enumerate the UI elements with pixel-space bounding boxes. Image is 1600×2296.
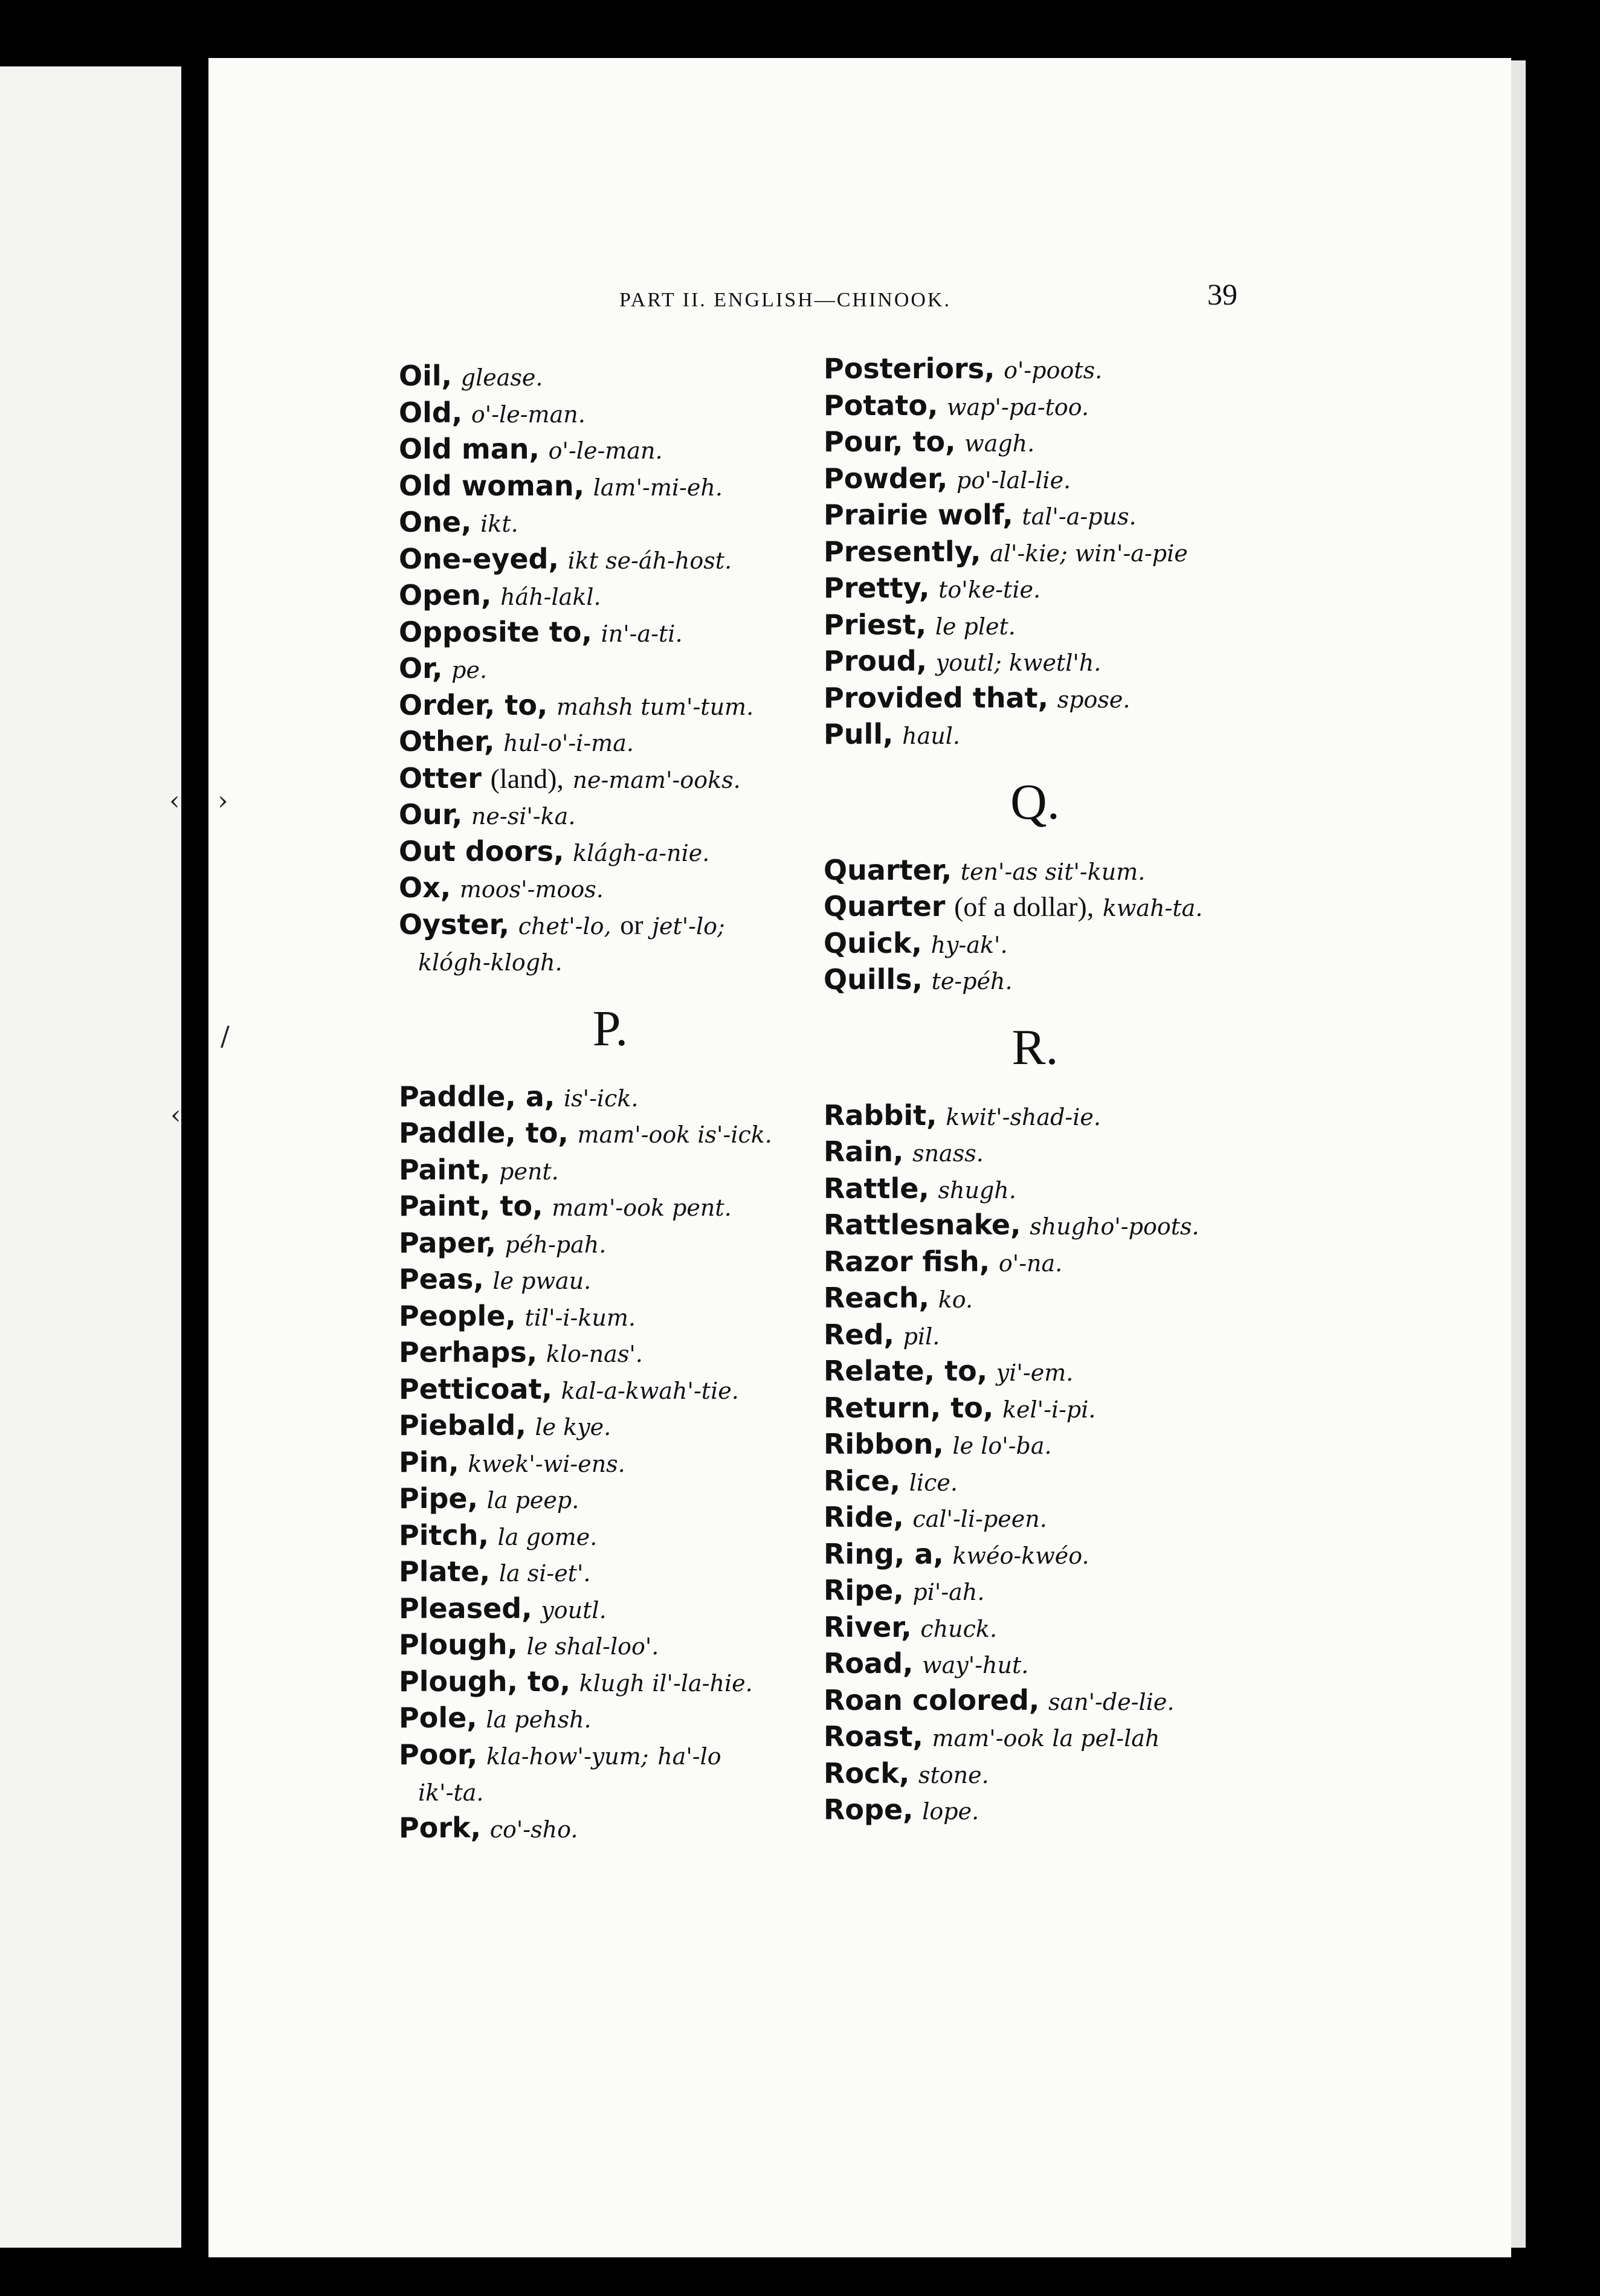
page-number: 39 <box>1207 277 1237 311</box>
english-headword: Old man, <box>399 433 540 465</box>
dictionary-entry <box>399 869 822 906</box>
margin-mark: › <box>218 785 228 816</box>
english-headword: Return, to, <box>824 1391 994 1424</box>
english-headword: Old woman, <box>399 469 585 502</box>
dictionary-entry <box>824 570 1247 607</box>
english-headword: Poor, <box>399 1738 478 1771</box>
english-headword: Plough, <box>399 1628 518 1661</box>
dictionary-entry <box>399 1663 822 1700</box>
chinook-word: mahsh tum'-tum. <box>556 693 754 720</box>
english-headword: Peas, <box>399 1263 484 1295</box>
english-headword: Rattle, <box>824 1172 929 1205</box>
chinook-word: pi'-ah. <box>912 1579 985 1605</box>
english-headword: Rock, <box>824 1756 910 1790</box>
english-headword: Pork, <box>399 1811 482 1844</box>
english-headword: Quarter, <box>824 853 952 886</box>
dictionary-entry <box>824 1791 1247 1828</box>
english-headword: Paddle, a, <box>399 1080 555 1113</box>
dictionary-entry <box>824 1682 1247 1719</box>
dictionary-entry <box>824 1463 1247 1500</box>
english-headword: Opposite to, <box>399 615 592 648</box>
english-headword: Oil, <box>399 360 453 392</box>
english-headword: Ribbon, <box>824 1428 944 1460</box>
dictionary-entry <box>399 906 822 943</box>
english-headword: Proud, <box>824 645 927 677</box>
english-headword: Roast, <box>824 1720 923 1753</box>
dictionary-entry <box>399 1700 822 1737</box>
english-headword: Plough, to, <box>399 1665 571 1698</box>
chinook-word: háh-lakl. <box>500 584 601 610</box>
chinook-word: kwah-ta. <box>1102 895 1203 921</box>
english-headword: Or, <box>399 652 443 685</box>
dictionary-entry <box>824 1133 1247 1170</box>
english-headword: Ox, <box>399 871 451 904</box>
dictionary-entry <box>824 534 1247 570</box>
dictionary-entry <box>399 1115 822 1152</box>
section-letter: Q. <box>1010 773 1060 830</box>
dictionary-entry <box>399 796 822 833</box>
chinook-word: kwek'-wi-ens. <box>468 1450 625 1477</box>
chinook-word: co'-sho. <box>489 1816 578 1843</box>
margin-mark: ‹ <box>169 785 180 816</box>
dictionary-entry <box>824 497 1247 534</box>
dictionary-entry <box>399 1517 822 1554</box>
dictionary-entry <box>824 607 1247 643</box>
dictionary-entry <box>824 350 1247 387</box>
chinook-word: yi'-em. <box>996 1359 1074 1386</box>
chinook-word: ko. <box>938 1286 973 1313</box>
english-headword: One-eyed, <box>399 542 559 575</box>
english-headword: River, <box>824 1610 912 1643</box>
margin-mark: / <box>221 1021 230 1052</box>
chinook-word: stone. <box>918 1761 989 1788</box>
dictionary-entry <box>399 541 822 578</box>
dictionary-entry <box>399 1371 822 1408</box>
english-headword: Paper, <box>399 1226 497 1259</box>
section-gap <box>399 1054 822 1079</box>
dictionary-entry <box>824 888 1247 925</box>
dictionary-entry <box>399 760 822 797</box>
chinook-word: klugh il'-la-hie. <box>579 1669 753 1697</box>
chinook-word: hul-o'-i-ma. <box>503 730 634 756</box>
english-headword: Quills, <box>824 963 923 996</box>
chinook-word: klógh-klogh. <box>418 949 563 976</box>
dictionary-entry <box>399 1188 822 1225</box>
chinook-word: haul. <box>902 723 960 749</box>
dictionary-entry <box>824 643 1247 680</box>
dictionary-entry <box>399 468 822 505</box>
chinook-word: spose. <box>1057 686 1131 713</box>
english-headword: Pretty, <box>824 572 930 604</box>
english-headword: Order, to, <box>399 688 548 721</box>
dictionary-entry <box>399 1079 822 1115</box>
chinook-word: la gome. <box>497 1523 598 1550</box>
dictionary-entry <box>399 650 822 687</box>
english-headword: Posteriors, <box>824 352 995 385</box>
english-headword: Quarter <box>824 890 946 923</box>
section-letter: P. <box>592 1000 628 1057</box>
dictionary-entry <box>399 723 822 760</box>
chinook-word: le kye. <box>535 1414 611 1440</box>
dictionary-entry <box>824 1097 1247 1134</box>
chinook-word: tal'-a-pus. <box>1022 503 1137 530</box>
chinook-word: chet'-lo, <box>518 912 611 940</box>
chinook-word: snass. <box>912 1140 984 1167</box>
english-headword: Prairie wolf, <box>824 498 1013 531</box>
dictionary-entry <box>824 1499 1247 1536</box>
english-headword: Pin, <box>399 1445 459 1479</box>
english-headword: Pleased, <box>399 1591 532 1625</box>
chinook-word: glease. <box>460 364 543 391</box>
chinook-word: la pehsh. <box>486 1706 592 1733</box>
chinook-word: to'ke-tie. <box>938 576 1041 603</box>
chinook-word: lope. <box>922 1798 979 1825</box>
running-head: PART II. ENGLISH—CHINOOK. <box>619 289 951 311</box>
dictionary-entry <box>824 1280 1247 1317</box>
dictionary-entry <box>399 577 822 614</box>
dictionary-entry <box>399 833 822 870</box>
english-headword: Old, <box>399 396 463 429</box>
chinook-word: le shal-loo'. <box>526 1633 659 1660</box>
dictionary-entry <box>399 431 822 468</box>
dictionary-entry <box>824 1353 1247 1390</box>
english-headword: Rope, <box>824 1793 914 1826</box>
chinook-word: ik'-ta. <box>418 1779 484 1806</box>
dictionary-entry <box>824 852 1247 889</box>
dictionary-entry <box>399 1407 822 1444</box>
chinook-word: lam'-mi-eh. <box>593 474 723 501</box>
chinook-word: pe. <box>451 657 488 683</box>
chinook-word: way'-hut. <box>922 1652 1029 1678</box>
dictionary-entry <box>399 1225 822 1262</box>
chinook-word: kwéo-kwéo. <box>952 1542 1089 1569</box>
entry-continuation <box>399 943 822 979</box>
chinook-word: wap'-pa-too. <box>947 393 1089 421</box>
dictionary-entry <box>824 1718 1247 1755</box>
dictionary-entry <box>399 1553 822 1590</box>
english-headword: Open, <box>399 579 492 611</box>
chinook-word: la peep. <box>486 1487 579 1514</box>
chinook-word: cal'-li-peen. <box>912 1506 1047 1532</box>
chinook-word: ne-si'-ka. <box>471 803 576 830</box>
english-headword: Otter <box>399 761 482 795</box>
chinook-word: po'-lal-lie. <box>956 466 1071 494</box>
chinook-word: pent. <box>499 1158 559 1185</box>
chinook-word: youtl; kwetl'h. <box>935 650 1102 676</box>
chinook-word: jet'-lo; <box>652 912 725 940</box>
dictionary-entry <box>824 1609 1247 1646</box>
chinook-word: ha'-lo <box>657 1743 721 1770</box>
english-headword: Paddle, to, <box>399 1117 569 1149</box>
dictionary-entry <box>399 687 822 724</box>
english-headword: Potato, <box>824 389 938 422</box>
section-gap <box>824 998 1247 1022</box>
english-headword: Provided that, <box>824 681 1049 714</box>
dictionary-entry <box>824 1207 1247 1243</box>
chinook-word: o'-le-man. <box>548 437 663 464</box>
english-headword: Perhaps, <box>399 1336 538 1369</box>
english-headword: Priest, <box>824 608 927 641</box>
chinook-word: mam'-ook pent. <box>552 1195 732 1221</box>
chinook-word: moos'-moos. <box>459 876 604 903</box>
dictionary-entry <box>824 1390 1247 1427</box>
dictionary-entry <box>824 680 1247 717</box>
chinook-word: san'-de-lie. <box>1048 1688 1175 1715</box>
chinook-word: hy-ak'. <box>931 931 1008 958</box>
chinook-word: o'-na. <box>998 1250 1063 1277</box>
english-headword: Oyster, <box>399 908 510 941</box>
chinook-word: le lo'-ba. <box>952 1433 1052 1459</box>
page-fore-edge <box>1511 60 1526 2248</box>
english-headword: Razor fish, <box>824 1245 990 1278</box>
dictionary-entry <box>824 1755 1247 1792</box>
english-headword: Pull, <box>824 718 894 750</box>
english-headword: Road, <box>824 1647 914 1680</box>
english-headword: Ride, <box>824 1501 904 1533</box>
section-gap <box>824 753 1247 777</box>
chinook-word: is'-ick. <box>563 1085 639 1112</box>
english-headword: Pitch, <box>399 1518 489 1552</box>
dictionary-entry <box>399 1261 822 1298</box>
dictionary-entry <box>399 395 822 431</box>
english-headword: Our, <box>399 798 463 831</box>
dictionary-entry <box>824 1572 1247 1609</box>
english-headword: Pour, to, <box>824 425 956 458</box>
section-gap <box>824 1073 1247 1097</box>
english-headword: Rattlesnake, <box>824 1208 1021 1241</box>
dictionary-entry <box>399 1810 822 1846</box>
english-headword: Relate, to, <box>824 1355 988 1387</box>
chinook-word: shugh. <box>938 1176 1016 1204</box>
chinook-word: le pwau. <box>492 1268 592 1294</box>
english-headword: People, <box>399 1299 516 1332</box>
dictionary-entry <box>399 1152 822 1188</box>
chinook-word: shugho'-poots. <box>1030 1213 1199 1240</box>
chinook-word: mam'-ook la pel-lah <box>932 1725 1160 1752</box>
dictionary-entry <box>824 387 1247 424</box>
english-headword: Reach, <box>824 1282 930 1314</box>
chinook-word: kla-how'-yum; <box>486 1743 649 1770</box>
chinook-word: youtl. <box>541 1596 607 1624</box>
chinook-word: o'-poots. <box>1004 357 1103 384</box>
headword-qualifier: (land), <box>490 763 564 794</box>
english-headword: Ripe, <box>824 1574 904 1607</box>
chinook-word: al'-kie; win'-a-pie <box>990 540 1188 567</box>
dictionary-entry <box>399 1590 822 1627</box>
english-headword: Presently, <box>824 535 981 568</box>
dictionary-entry <box>824 1426 1247 1463</box>
dictionary-entry <box>399 1480 822 1517</box>
entry-continuation <box>399 1773 822 1810</box>
english-headword: Pipe, <box>399 1482 479 1515</box>
english-headword: Rain, <box>824 1135 904 1168</box>
english-headword: Powder, <box>824 462 948 495</box>
english-headword: Paint, <box>399 1153 491 1186</box>
chinook-word: pil. <box>903 1323 940 1350</box>
dictionary-entry <box>824 460 1247 497</box>
dictionary-entry <box>824 1536 1247 1573</box>
chinook-word: ikt. <box>480 511 518 537</box>
english-headword: Rice, <box>824 1464 901 1497</box>
english-headword: Rabbit, <box>824 1098 937 1132</box>
chinook-word: kal-a-kwah'-tie. <box>561 1377 739 1404</box>
chinook-word: mam'-ook is'-ick. <box>577 1121 772 1148</box>
chinook-word: kel'-i-pi. <box>1002 1396 1096 1423</box>
dictionary-entry <box>399 1737 822 1773</box>
dictionary-entry <box>824 1317 1247 1353</box>
english-headword: Out doors, <box>399 834 564 868</box>
dictionary-entry <box>824 716 1247 753</box>
dictionary-entry <box>399 1444 822 1481</box>
chinook-word: le plet. <box>935 613 1016 640</box>
dictionary-entry <box>399 504 822 541</box>
chinook-word: ten'-as sit'-kum. <box>960 858 1146 885</box>
english-headword: Red, <box>824 1318 895 1351</box>
chinook-word: til'-i-kum. <box>524 1304 636 1331</box>
english-headword: Quick, <box>824 926 922 959</box>
dictionary-entry <box>824 1645 1247 1682</box>
dictionary-entry <box>824 961 1247 998</box>
dictionary-entry <box>399 1298 822 1335</box>
english-headword: Plate, <box>399 1555 491 1588</box>
dictionary-entry <box>399 358 822 395</box>
conjunction: or <box>620 909 644 940</box>
english-headword: Paint, to, <box>399 1190 543 1222</box>
section-gap <box>824 828 1247 852</box>
dictionary-entry <box>399 614 822 651</box>
chinook-word: péh-pah. <box>505 1231 607 1258</box>
right-column <box>824 350 1247 1828</box>
left-column <box>399 358 822 1846</box>
chinook-word: chuck. <box>920 1615 998 1642</box>
margin-mark: ‹ <box>170 1100 181 1130</box>
previous-page-edge <box>0 66 181 2248</box>
dictionary-entry <box>824 1170 1247 1207</box>
section-gap <box>399 979 822 1004</box>
english-headword: Petticoat, <box>399 1372 553 1405</box>
chinook-word: o'-le-man. <box>471 401 585 428</box>
section-letter: R. <box>1011 1019 1059 1075</box>
chinook-word: lice. <box>909 1469 958 1496</box>
chinook-word: in'-a-ti. <box>601 620 683 647</box>
english-headword: Pole, <box>399 1701 477 1734</box>
chinook-word: wagh. <box>964 430 1035 457</box>
chinook-word: ikt se-áh-host. <box>567 547 732 574</box>
english-headword: Roan colored, <box>824 1683 1040 1717</box>
chinook-word: klo-nas'. <box>546 1341 643 1367</box>
english-headword: Ring, a, <box>824 1537 944 1570</box>
chinook-word: ne-mam'-ooks. <box>572 766 741 793</box>
dictionary-entry <box>399 1627 822 1663</box>
chinook-word: klágh-a-nie. <box>573 839 710 866</box>
english-headword: Piebald, <box>399 1409 526 1442</box>
chinook-word: la si-et'. <box>498 1560 591 1587</box>
dictionary-entry <box>824 1243 1247 1280</box>
dictionary-entry <box>399 1334 822 1371</box>
english-headword: One, <box>399 506 472 538</box>
dictionary-entry <box>824 424 1247 460</box>
headword-qualifier: (of a dollar), <box>954 891 1094 922</box>
dictionary-entry <box>824 925 1247 962</box>
english-headword: Other, <box>399 725 495 758</box>
chinook-word: te-péh. <box>931 968 1013 995</box>
chinook-word: kwit'-shad-ie. <box>946 1103 1101 1130</box>
